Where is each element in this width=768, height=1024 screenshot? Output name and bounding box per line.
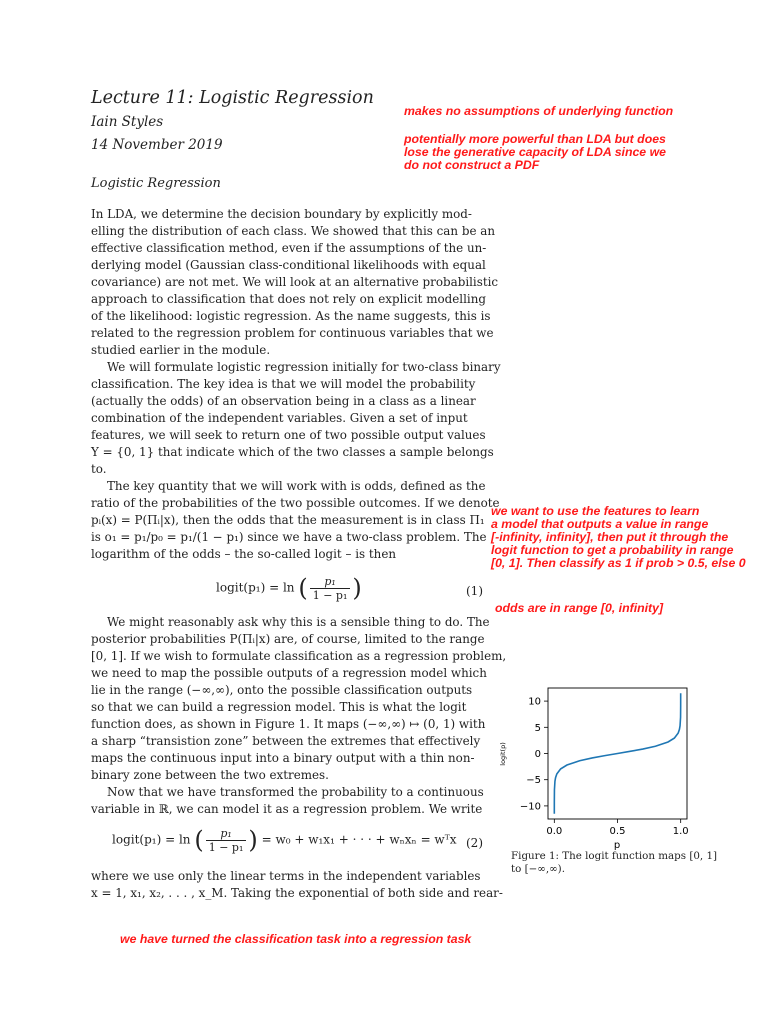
annotation-note: makes no assumptions of underlying function: [404, 104, 674, 118]
fraction-numerator: p₁: [206, 827, 247, 841]
logit-chart: [495, 678, 695, 850]
body-line: Now that we have transformed the probability to a continuous: [107, 785, 484, 799]
body-line: effective classification method, even if the assumptions of the un-: [91, 241, 487, 255]
fraction-numerator: p₁: [310, 575, 351, 589]
body-line: so that we can build a regression model. This is what the logit: [91, 700, 467, 714]
paren-close: ): [352, 574, 362, 602]
caption-line: to [−∞,∞).: [511, 863, 565, 875]
body-line: posterior probabilities P(Πᵢ|x) are, of course, limited to the range: [91, 632, 485, 646]
body-line: is o₁ = p₁/p₀ = p₁/(1 − p₁) since we have a two-class problem. The: [91, 530, 487, 544]
body-line: combination of the independent variables. Given a set of input: [91, 411, 468, 425]
body-line: derlying model (Gaussian class-conditional likelihoods with equal: [91, 258, 486, 272]
body-line: covariance) are not met. We will look at an alternative probabilistic: [91, 275, 499, 289]
body-line: function does, as shown in Figure 1. It maps (−∞,∞) ↦ (0, 1) with: [91, 717, 486, 731]
body-line: logarithm of the odds – the so-called logit – is then: [91, 547, 397, 561]
equation-2: [112, 826, 457, 854]
equation-2-fraction: [206, 827, 247, 854]
body-line: where we use only the linear terms in the independent variables: [91, 869, 481, 883]
annotation-note: do not construct a PDF: [404, 158, 540, 172]
annotation-note: potentially more powerful than LDA but does: [404, 132, 666, 146]
body-line: of the likelihood: logistic regression. As the name suggests, this is: [91, 309, 491, 323]
equation-2-rhs: = w₀ + w₁x₁ + · · · + wₙxₙ = wᵀx: [261, 832, 457, 847]
equation-1-fraction: [310, 575, 351, 602]
body-line: The key quantity that we will work with is odds, defined as the: [107, 479, 486, 493]
paren-open: (: [298, 574, 308, 602]
body-line: related to the regression problem for continuous variables that we: [91, 326, 494, 340]
body-line: we need to map the possible outputs of a regression model which: [91, 666, 487, 680]
equation-2-lhs: logit(p₁) = ln: [112, 832, 191, 847]
body-line: x = 1, x₁, x₂, . . . , x_M. Taking the exponential of both side and rear-: [91, 886, 503, 900]
body-line: to.: [91, 462, 107, 476]
y-tick-label: 5: [534, 722, 541, 734]
body-line: a sharp “transistion zone” between the extremes that effectively: [91, 734, 481, 748]
body-line: approach to classification that does not rely on explicit modelling: [91, 292, 486, 306]
series-line: [554, 693, 680, 814]
y-axis-label: logit(p): [499, 742, 507, 766]
body-line: elling the distribution of each class. We showed that this can be an: [91, 224, 496, 238]
body-line: classification. The key idea is that we will model the probability: [91, 377, 476, 391]
x-axis-label: p: [613, 840, 621, 850]
body-line: variable in ℝ, we can model it as a regression problem. We write: [91, 802, 483, 816]
annotation-note: a model that outputs a value in range: [491, 517, 709, 531]
y-tick-label: −5: [526, 775, 541, 787]
x-tick-label: 1.0: [672, 826, 689, 837]
x-tick-label: 0.5: [609, 826, 626, 837]
y-tick-label: 0: [534, 749, 541, 760]
annotation-note: [0, 1]. Then classify as 1 if prob > 0.5, else 0: [491, 556, 746, 570]
fraction-denominator: 1 − p₁: [208, 840, 244, 854]
lecture-title: Lecture 11: Logistic Regression: [91, 88, 374, 108]
annotation-note: lose the generative capacity of LDA since we: [404, 145, 666, 159]
body-line: pᵢ(x) = P(Πᵢ|x), then the odds that the measurement is in class Π₁: [91, 513, 485, 527]
x-tick-label: 0.0: [546, 826, 563, 837]
annotation-note: logit function to get a probability in range: [491, 543, 734, 557]
equation-1-number: (1): [466, 584, 483, 598]
annotation-note: odds are in range [0, infinity]: [495, 601, 664, 615]
caption-line: Figure 1: The logit function maps [0, 1]: [511, 850, 718, 862]
body-line: We will formulate logistic regression initially for two-class binary: [107, 360, 501, 374]
figure-caption: [511, 850, 717, 876]
body-line: features, we will seek to return one of two possible output values: [91, 428, 486, 442]
equation-2-number: (2): [466, 836, 483, 850]
y-tick-label: 10: [528, 696, 541, 708]
paren-close: ): [248, 826, 258, 854]
lecture-date: 14 November 2019: [91, 137, 223, 153]
body-line: (actually the odds) of an observation being in a class as a linear: [91, 394, 476, 408]
paren-open: (: [194, 826, 204, 854]
fraction-denominator: 1 − p₁: [312, 588, 348, 602]
annotation-note: [-infinity, infinity], then put it through the: [491, 530, 729, 544]
y-tick-label: −10: [519, 801, 541, 813]
body-line: maps the continuous input into a binary output with a thin non-: [91, 751, 475, 765]
body-line: studied earlier in the module.: [91, 343, 271, 357]
annotation-note: we have turned the classification task into a regression task: [120, 932, 472, 946]
body-line: lie in the range (−∞,∞), onto the possible classification outputs: [91, 683, 473, 697]
annotation-note: we want to use the features to learn: [491, 504, 700, 518]
body-line: ratio of the probabilities of the two possible outcomes. If we denote: [91, 496, 500, 510]
body-line: We might reasonably ask why this is a sensible thing to do. The: [107, 615, 490, 629]
body-line: In LDA, we determine the decision boundary by explicitly mod-: [91, 207, 472, 221]
author-name: Iain Styles: [91, 114, 164, 130]
body-line: binary zone between the two extremes.: [91, 768, 329, 782]
equation-1: [216, 574, 362, 602]
equation-1-lhs: logit(p₁) = ln: [216, 580, 295, 595]
body-line: Y = {0, 1} that indicate which of the two classes a sample belongs: [91, 445, 494, 459]
body-line: [0, 1]. If we wish to formulate classification as a regression problem,: [91, 649, 507, 663]
section-heading: Logistic Regression: [91, 176, 221, 191]
